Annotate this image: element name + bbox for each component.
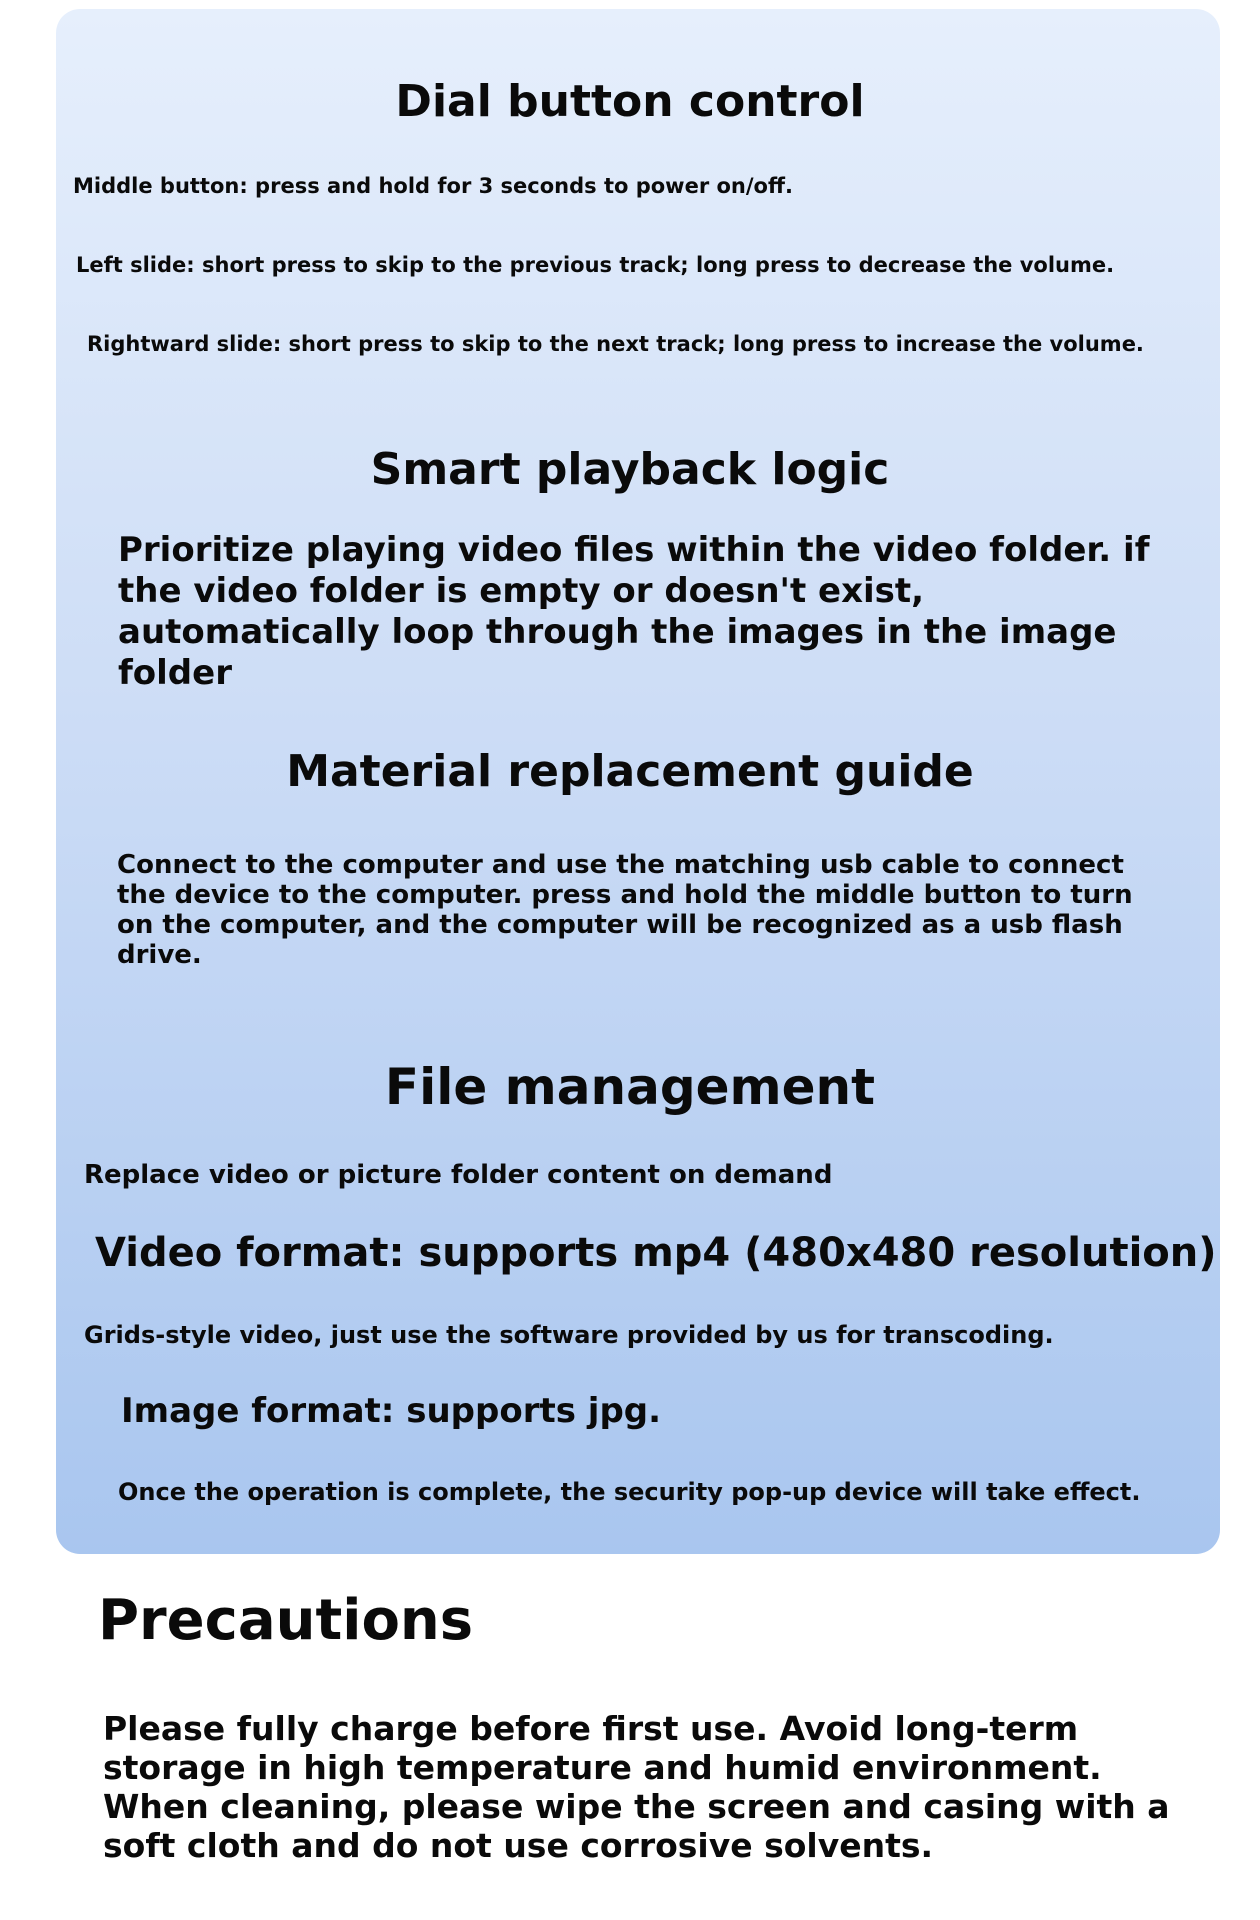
- playback-section-title: Smart playback logic: [370, 444, 890, 495]
- dial-middle-text: Middle button: press and hold for 3 seconds to power on/off.: [73, 174, 793, 198]
- dial-section-title: Dial button control: [395, 76, 865, 127]
- precautions-title: Precautions: [98, 1588, 474, 1653]
- precautions-text: Please fully charge before first use. Avoid long-term storage in high temperature and humid environment. When cleaning, please wipe the screen and casing with a soft cloth and do not use corrosive solvents.: [103, 1709, 1170, 1865]
- material-section-title: Material replacement guide: [286, 746, 974, 797]
- playback-text: Prioritize playing video files within the video folder. if the video folder is empty or doesn't exist, automatically loop through the images in the image folder: [118, 530, 1150, 693]
- files-grids-text: Grids-style video, just use the software provided by us for transcoding.: [84, 1321, 1054, 1349]
- dial-right-text: Rightward slide: short press to skip to the next track; long press to increase the volume.: [87, 332, 1144, 356]
- files-section-title: File management: [384, 1058, 876, 1116]
- files-replace-text: Replace video or picture folder content on demand: [84, 1160, 833, 1190]
- files-image-format: Image format: supports jpg.: [121, 1391, 662, 1431]
- material-text: Connect to the computer and use the matching usb cable to connect the device to the computer. press and hold the middle button to turn on the computer, and the computer will be recognized as a usb flash drive.: [117, 850, 1133, 970]
- files-video-format: Video format: supports mp4 (480x480 resolution): [95, 1230, 1217, 1276]
- files-complete-text: Once the operation is complete, the security pop-up device will take effect.: [118, 1478, 1141, 1506]
- dial-left-text: Left slide: short press to skip to the previous track; long press to decrease the volume.: [76, 253, 1115, 277]
